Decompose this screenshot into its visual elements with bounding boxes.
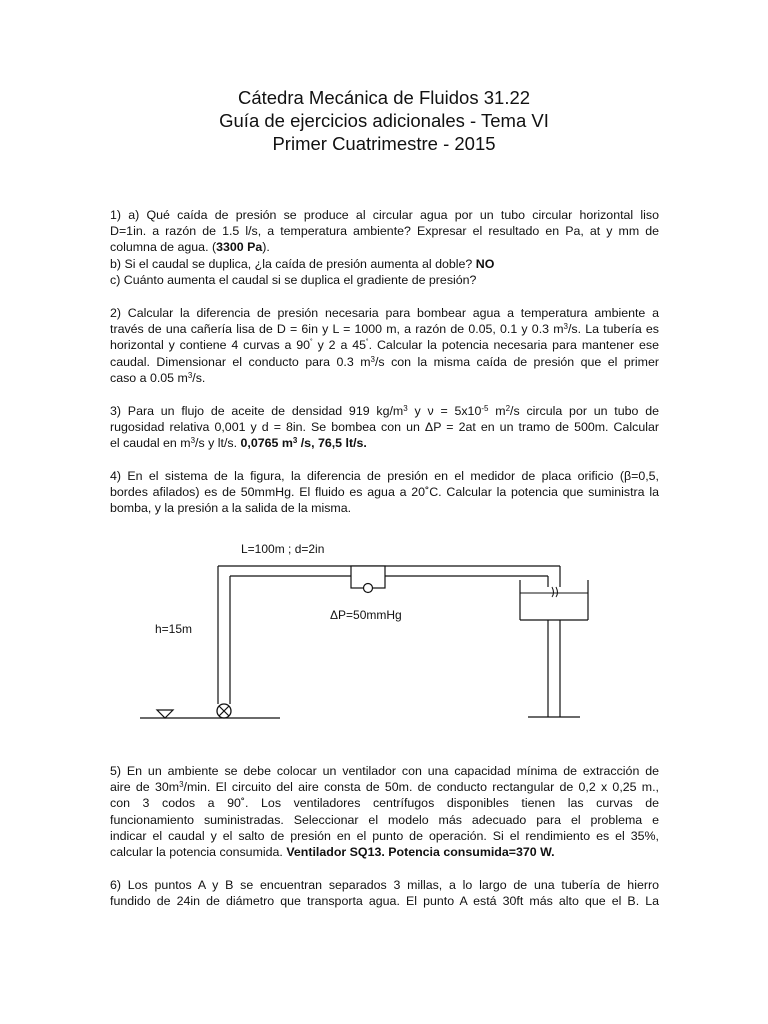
text-line: caudal. Dimensionar el conducto para 0.3 $m^3/s$ con la misma caída de presión que el primer [110, 354, 659, 369]
pump-system-figure [140, 535, 620, 725]
exercise-1 [110, 207, 659, 288]
text-line: 4) En el sistema de la figura, la diferencia de presión en el medidor de placa orificio (β=0,5, [110, 469, 659, 483]
answer-1a: 3300 Pa [216, 240, 263, 255]
text-line: 5) En un ambiente se debe colocar un ventilador con una capacidad mínima de extracción de [110, 764, 659, 778]
header-course: Cátedra Mecánica de Fluidos 31.22 [237, 87, 531, 108]
text-line: horizontal y contiene 4 curvas a 90˚ y 2 a 45˚. Calcular la potencia necesaria para mantener ese [110, 338, 660, 353]
text-line: aire de $30m^3/\min$. El circuito del aire consta de 50m. de conducto rectangular de 0,2 x 0,25 m., [110, 780, 660, 795]
text-line: través de una cañería lisa de D = 6in y L = 1000 m, a razón de 0.05, 0.1 y 0.3 $m^3/s$. La tubería es [110, 322, 659, 337]
text-line: 2) Calcular la diferencia de presión necesaria para bombear agua a temperatura ambiente a [110, 306, 659, 320]
answer-1b: NO [475, 256, 495, 271]
exercise-2 [110, 305, 659, 386]
ground-symbol [157, 710, 173, 718]
orifice-meter-tap [364, 584, 373, 593]
text-line: el caudal en $m^3/s$ y lt/s. 0,0765 $m^3$ /s, 76,5 lt/s. [110, 436, 367, 451]
height-label: h=15m [155, 622, 193, 636]
text-line: D=1in. a razón de 1.5 l/s, a temperatura ambiente? Expresar el resultado en Pa, at y mm de [110, 224, 659, 239]
header-guide-title: Guía de ejercicios adicionales - Tema VI [219, 110, 549, 131]
exercise-5 [110, 763, 659, 860]
text-line: 6) Los puntos A y B se encuentran separados 3 millas, a lo largo de una tubería de hierro [110, 878, 659, 892]
text-line: rugosidad relativa 0,001 y d = 8in. Se bombea con un ΔP = 2at en un tramo de 500m. Calcular [110, 420, 659, 435]
text-line: con 3 codos a 90˚. Los ventiladores centrífugos disponibles tienen las curvas de [110, 796, 659, 811]
exercise-6 [110, 877, 659, 909]
header-term: Primer Cuatrimestre - 2015 [272, 133, 496, 154]
system-diagram [140, 535, 620, 725]
pipe-label: L=100m ; d=2in [241, 542, 325, 556]
text-line: c) Cuánto aumenta el caudal si se duplica el gradiente de presión? [110, 272, 477, 287]
text-line: bomba, y la presión a la salida de la misma. [110, 501, 352, 516]
text-line: calcular la potencia consumida. Ventilador SQ13. Potencia consumida=370 W. [110, 845, 555, 860]
document-header [0, 86, 768, 155]
pressure-drop-label: ΔP=50mmHg [330, 608, 402, 622]
answer-3: 0,0765 $m^3$ /s, 76,5 lt/s. [240, 436, 367, 451]
exercise-4 [110, 468, 659, 517]
text-line: caso a 0.05 $m^3/s$. [110, 370, 206, 385]
text-line: 3) Para un flujo de aceite de densidad 919 $kg/m^3$ y $\nu = 5x10^{-5}$ $m^2/s$ circula por un tubo de [110, 404, 659, 418]
text-line: bordes afilados) es de 50mmHg. El fluido es agua a 20˚C. Calcular la potencia que suministra la [110, 485, 659, 500]
exercise-3 [110, 403, 659, 452]
text-line: funcionamiento suministradas. Seleccionar el modelo más adecuado para el problema e [110, 812, 659, 827]
text-line: 1) a) Qué caída de presión se produce al circular agua por un tubo circular horizontal liso [110, 208, 659, 222]
text-line: b) Si el caudal se duplica, ¿la caída de presión aumenta al doble? NO [110, 256, 495, 271]
answer-5: Ventilador SQ13. Potencia consumida=370 W. [286, 845, 555, 860]
text-line: columna de agua. (3300 Pa). [110, 240, 270, 255]
text-line: indicar el caudal y el salto de presión en el punto de operación. Si el rendimiento es el 35%, [110, 828, 659, 843]
text-line: fundido de 24in de diámetro que transporta agua. El punto A está 30ft más alto que el B. La [110, 894, 659, 909]
